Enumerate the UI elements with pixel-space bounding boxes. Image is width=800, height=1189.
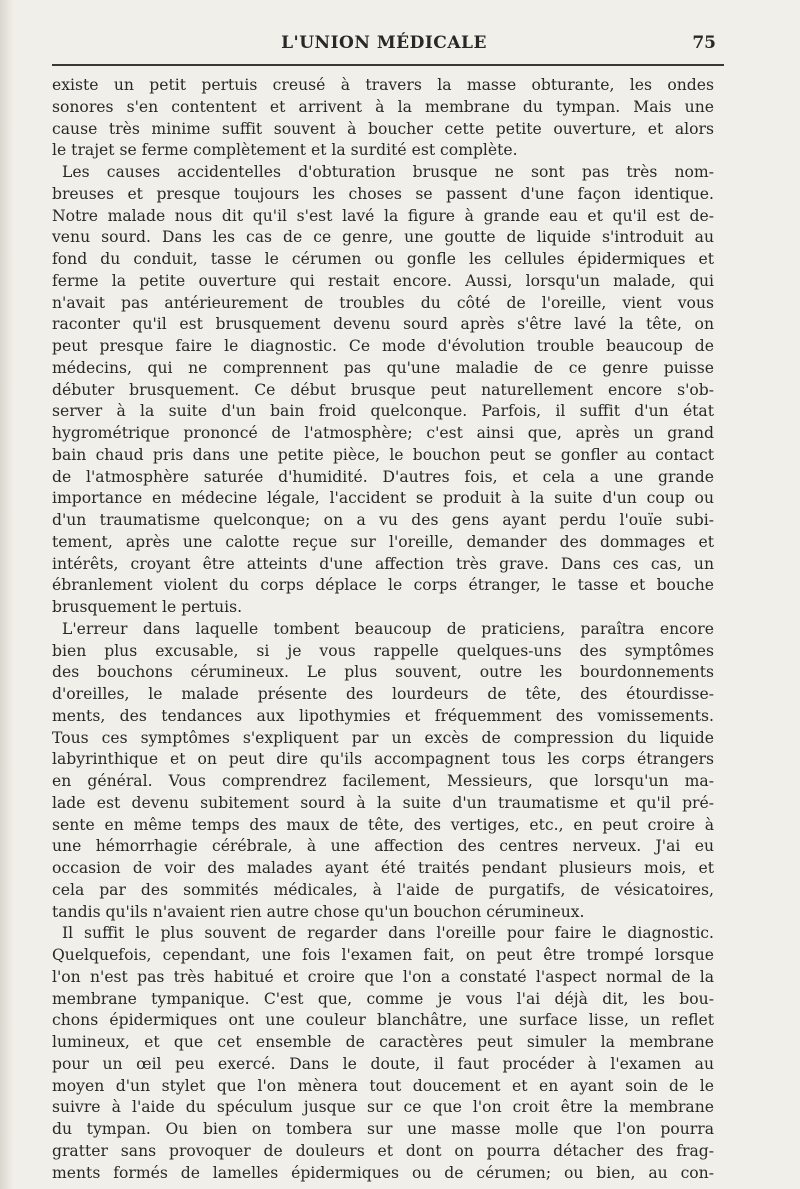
text-line: ébranlement violent du corps déplace le corps étranger, le tasse et bouche	[52, 576, 714, 595]
text-line: Les causes accidentelles d'obturation brusque ne sont pas très nom-	[62, 163, 714, 181]
body-text	[52, 75, 714, 1184]
text-line: lade est devenu subitement sourd à la suite d'un traumatisme et qu'il pré-	[52, 793, 714, 812]
text-line: sente en même temps des maux de tête, des vertiges, etc., en peut croire à	[52, 815, 714, 834]
text-line: bain chaud pris dans une petite pièce, le bouchon peut se gonfler au contact	[52, 445, 714, 464]
text-line: n'avait pas antérieurement de troubles du côté de l'oreille, vient vous	[52, 293, 714, 312]
text-line: en général. Vous comprendrez facilement, Messieurs, que lorsqu'un ma-	[52, 772, 714, 790]
text-line: tement, après une calotte reçue sur l'oreille, demander des dommages et	[52, 532, 714, 551]
text-line: sonores s'en contentent et arrivent à la membrane du tympan. Mais une	[52, 97, 714, 116]
text-line: labyrinthique et on peut dire qu'ils accompagnent tous les corps étrangers	[52, 750, 714, 769]
text-line: gratter sans provoquer de douleurs et dont on pourra détacher des frag-	[52, 1141, 714, 1160]
text-line: le trajet se ferme complètement et la surdité est complète.	[52, 141, 518, 160]
page-number: 75	[692, 33, 716, 53]
text-line: ferme la petite ouverture qui restait encore. Aussi, lorsqu'un malade, qui	[52, 271, 714, 290]
text-line: ments, des tendances aux lipothymies et fréquemment des vomissements.	[52, 706, 714, 725]
text-line: Il suffit le plus souvent de regarder dans l'oreille pour faire le diagnostic.	[62, 924, 714, 943]
text-line: fond du conduit, tasse le cérumen ou gonfle les cellules épidermiques et	[52, 250, 714, 268]
text-line: server à la suite d'un bain froid quelconque. Parfois, il suffit d'un état	[52, 402, 714, 421]
text-line: du tympan. Ou bien on tombera sur une masse molle que l'on pourra	[52, 1120, 714, 1138]
text-line: hygrométrique prononcé de l'atmosphère; c'est ainsi que, après un grand	[52, 424, 714, 442]
text-line: tandis qu'ils n'avaient rien autre chose qu'un bouchon cérumineux.	[52, 902, 585, 921]
text-line: ments formés de lamelles épidermiques ou de cérumen; ou bien, au con-	[52, 1163, 714, 1182]
text-line: d'oreilles, le malade présente des lourdeurs de tête, des étourdisse-	[52, 685, 714, 703]
text-line: d'un traumatisme quelconque; on a vu des gens ayant perdu l'ouïe subi-	[52, 511, 714, 529]
text-line: une hémorrhagie cérébrale, à une affection des centres nerveux. J'ai eu	[52, 837, 714, 856]
text-line: L'erreur dans laquelle tombent beaucoup de praticiens, paraîtra encore	[62, 619, 714, 638]
text-line: importance en médecine légale, l'accident se produit à la suite d'un coup ou	[52, 489, 714, 508]
text-line: venu sourd. Dans les cas de ce genre, une goutte de liquide s'introduit au	[52, 228, 714, 247]
running-header	[52, 33, 716, 57]
text-line: bien plus excusable, si je vous rappelle quelques-uns des symptômes	[52, 641, 714, 660]
text-line: pour un œil peu exercé. Dans le doute, il faut procéder à l'examen au	[52, 1054, 714, 1073]
text-line: cause très minime suffit souvent à boucher cette petite ouverture, et alors	[52, 119, 714, 138]
text-line: Notre malade nous dit qu'il s'est lavé la figure à grande eau et qu'il est de-	[52, 206, 714, 225]
text-line: raconter qu'il est brusquement devenu sourd après s'être lavé la tête, on	[52, 315, 714, 334]
page-binding-edge	[0, 0, 14, 1189]
text-line: suivre à l'aide du spéculum jusque sur ce que l'on croit être la membrane	[52, 1098, 714, 1117]
text-line: cela par des sommités médicales, à l'aide de purgatifs, de vésicatoires,	[52, 880, 714, 899]
text-line: Quelquefois, cependant, une fois l'examen fait, on peut être trompé lorsque	[52, 946, 714, 964]
text-line: chons épidermiques ont une couleur blanchâtre, une surface lisse, un reflet	[52, 1011, 714, 1030]
text-line: occasion de voir des malades ayant été traités pendant plusieurs mois, et	[52, 859, 714, 877]
text-line: Tous ces symptômes s'expliquent par un excès de compression du liquide	[52, 728, 714, 747]
text-line: des bouchons cérumineux. Le plus souvent, outre les bourdonnements	[52, 663, 714, 682]
text-line: l'on n'est pas très habitué et croire que l'on a constaté l'aspect normal de la	[52, 967, 714, 986]
text-line: membrane tympanique. C'est que, comme je vous l'ai déjà dit, les bou-	[52, 989, 714, 1008]
text-line: brusquement le pertuis.	[52, 598, 243, 616]
text-line: breuses et presque toujours les choses se passent d'une façon identique.	[52, 184, 714, 203]
text-line: intérêts, croyant être atteints d'une affection très grave. Dans ces cas, un	[52, 554, 714, 573]
text-line: existe un petit pertuis creusé à travers la masse obturante, les ondes	[52, 76, 714, 94]
text-line: médecins, qui ne comprennent pas qu'une maladie de ce genre puisse	[52, 358, 714, 377]
text-line: moyen d'un stylet que l'on mènera tout doucement et en ayant soin de le	[52, 1076, 714, 1095]
header-rule	[52, 64, 724, 66]
text-line: peut presque faire le diagnostic. Ce mode d'évolution trouble beaucoup de	[52, 337, 714, 355]
text-line: de l'atmosphère saturée d'humidité. D'autres fois, et cela a une grande	[52, 467, 714, 486]
text-line: débuter brusquement. Ce début brusque peut naturellement encore s'ob-	[52, 380, 714, 399]
running-title: L'UNION MÉDICALE	[281, 33, 487, 53]
text-line: lumineux, et que cet ensemble de caractères peut simuler la membrane	[52, 1033, 714, 1051]
